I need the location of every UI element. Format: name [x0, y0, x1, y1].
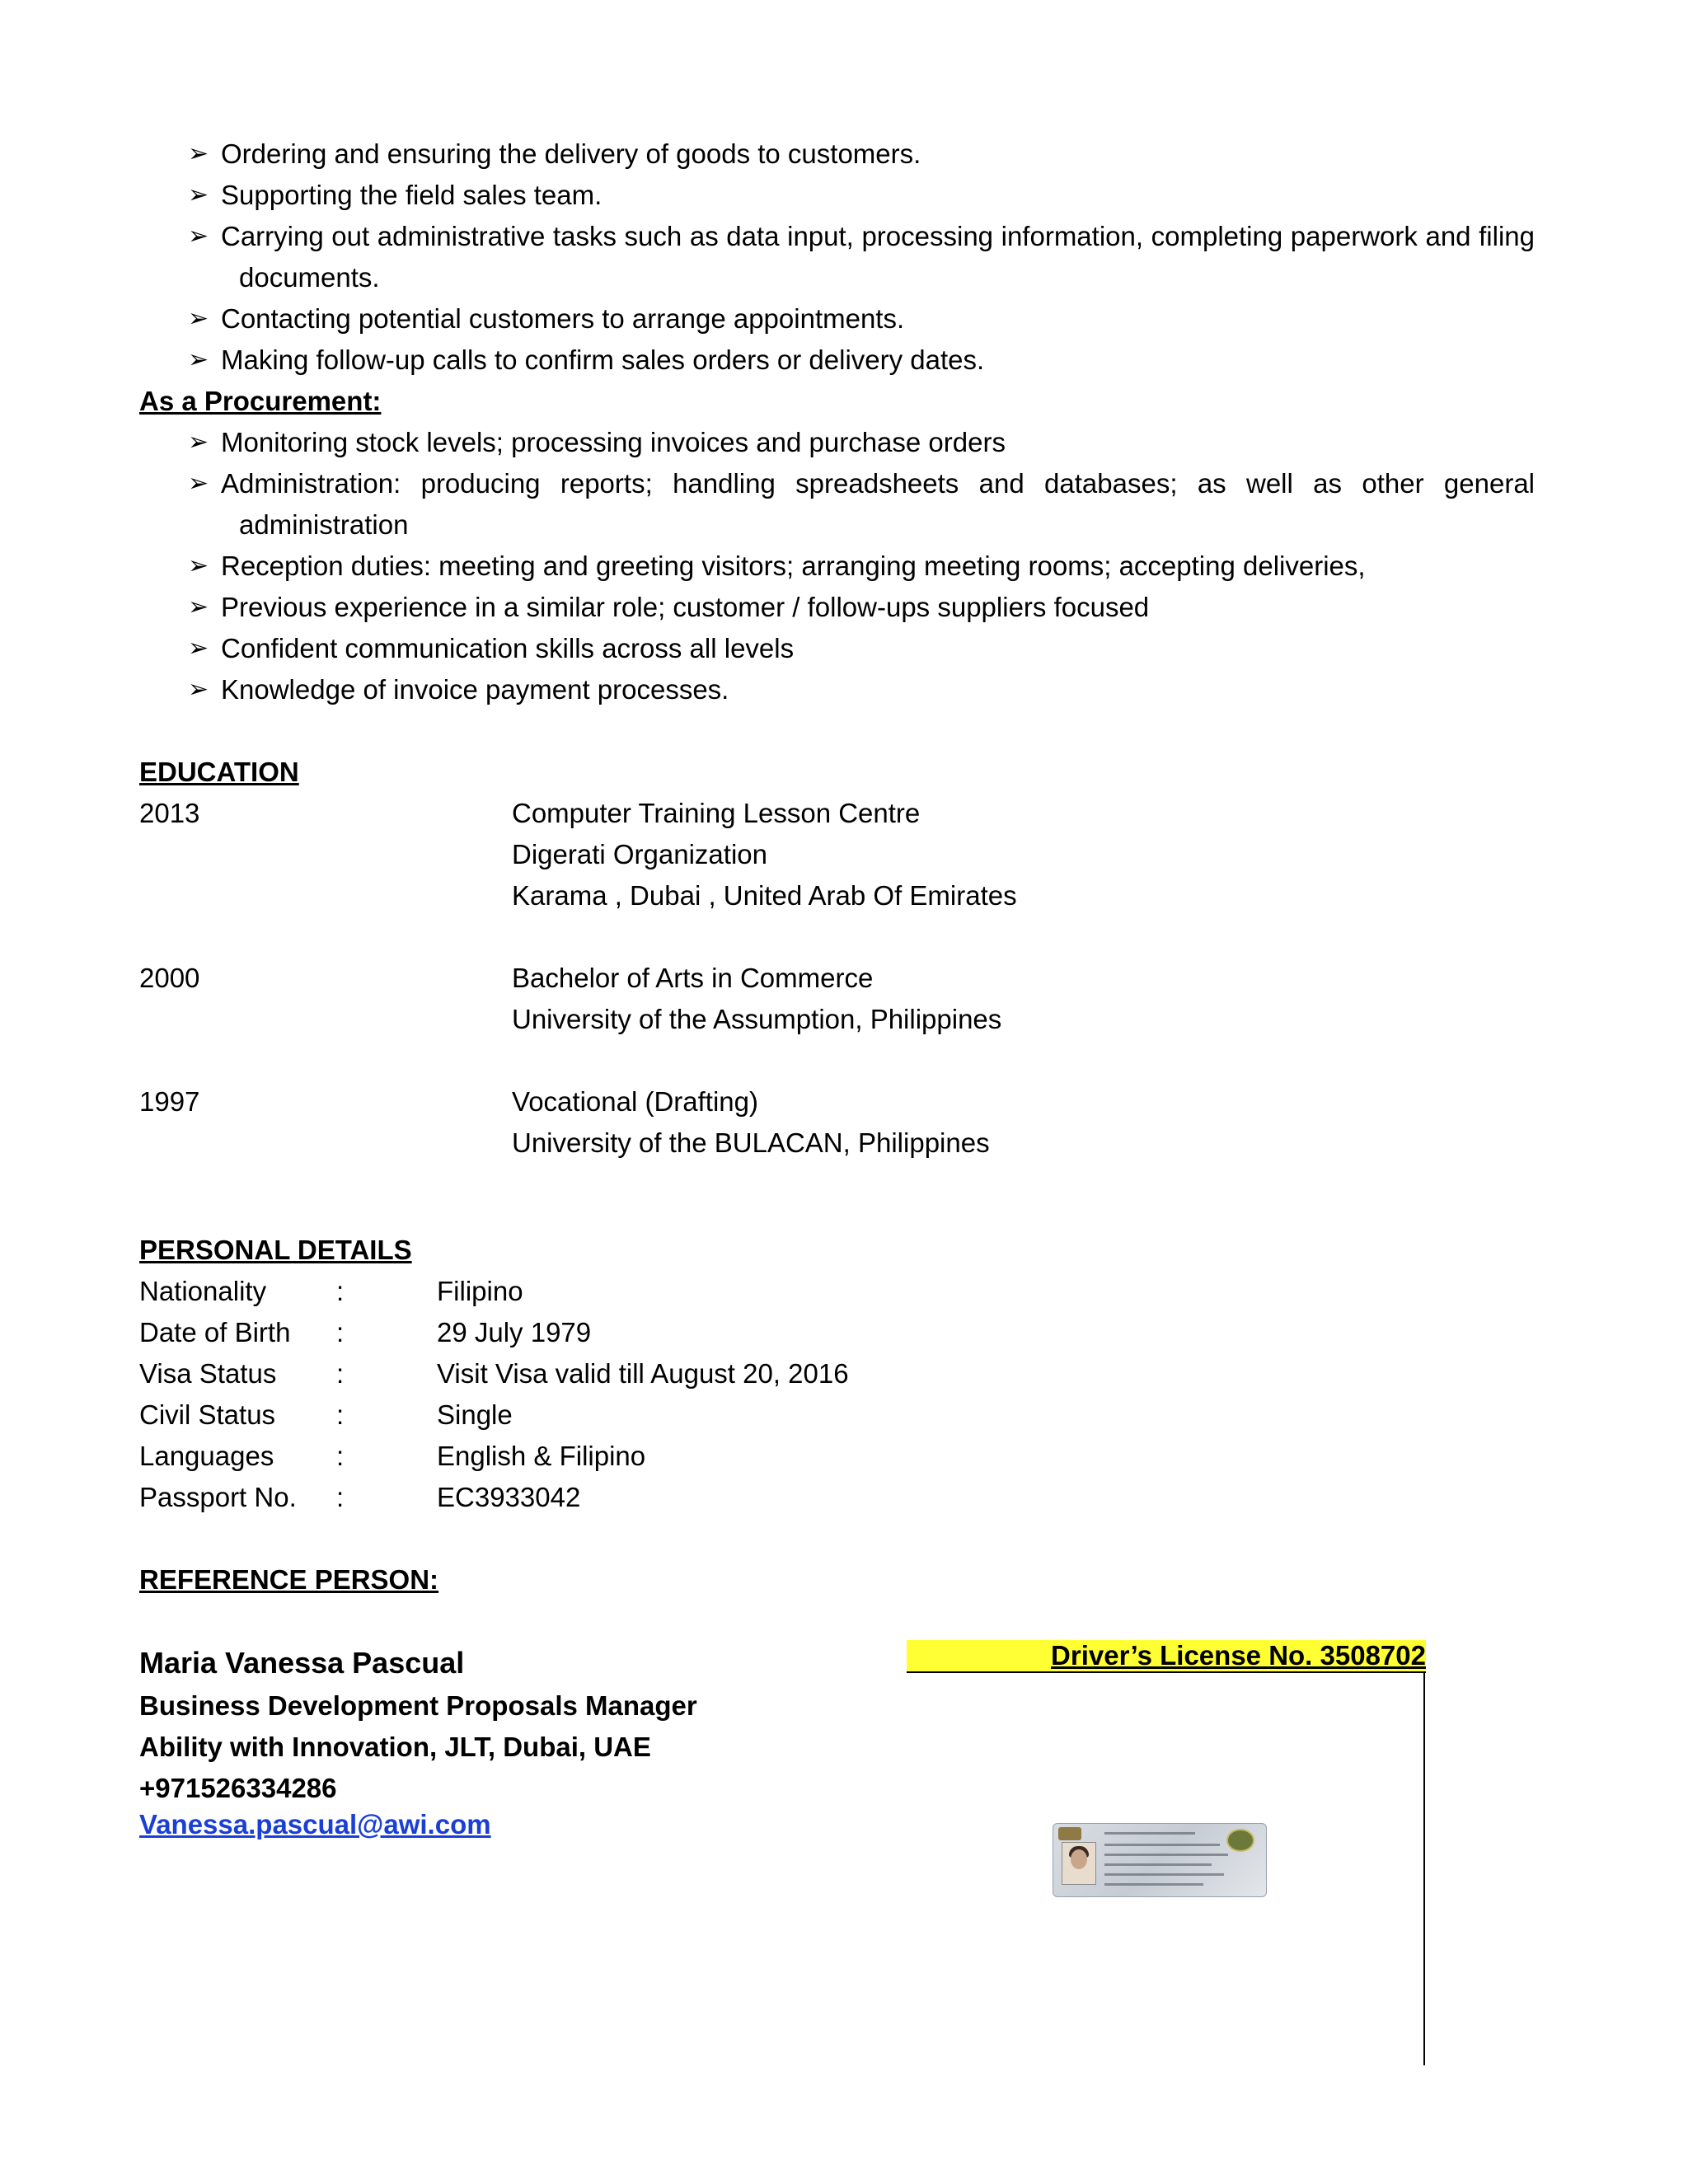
education-year: 2000 [139, 963, 200, 993]
arrow-bullet-icon: ➢ [188, 305, 209, 332]
detail-separator: : [336, 1358, 345, 1389]
drivers-license-banner [907, 1640, 1426, 1673]
arrow-bullet-icon: ➢ [188, 635, 209, 662]
detail-label: Civil Status [139, 1399, 276, 1430]
education-heading: EDUCATION [139, 757, 299, 787]
divider-line [1423, 1671, 1425, 2065]
drivers-license-card-image [1053, 1823, 1267, 1897]
bullet-continuation: documents. [239, 262, 380, 293]
detail-value: EC3933042 [437, 1482, 581, 1512]
reference-email-link[interactable]: Vanessa.pascual@awi.com [139, 1809, 491, 1840]
detail-separator: : [336, 1441, 345, 1471]
reference-title: Business Development Proposals Manager [139, 1690, 697, 1721]
detail-value: Filipino [437, 1276, 523, 1306]
detail-label: Nationality [139, 1276, 267, 1306]
reference-heading: REFERENCE PERSON: [139, 1564, 439, 1595]
arrow-bullet-icon: ➢ [188, 181, 209, 209]
education-line: University of the Assumption, Philippines [512, 1004, 1002, 1034]
education-line: Digerati Organization [512, 839, 767, 869]
seal-icon [1226, 1829, 1254, 1852]
education-year: 1997 [139, 1086, 200, 1117]
reference-name: Maria Vanessa Pascual [139, 1646, 465, 1680]
education-line: Computer Training Lesson Centre [512, 798, 921, 828]
emblem-icon [1058, 1827, 1081, 1840]
resume-page: ➢ Ordering and ensuring the delivery of goods to customers. ➢ Supporting the field sales team. ➢ Carrying out administrative tasks such as data input, processing information, completing paperwork and filing documents. ➢ Contacting potential customers to arrange appointments. ➢ Making follow-up calls to confirm sales orders or delivery dates. As a Procurement: ➢ Monitoring stock levels; processing invoices and purchase orders ➢ Administration: producing reports; handling spreadsheets and databases; as well as other general administration ➢ Reception duties: meeting and greeting visitors; arranging meeting rooms; accepting deliveries, ➢ Previous experience in a similar role; customer / follow-ups suppliers focused ➢ Confident communication skills across all levels ➢ Knowledge of invoice payment processes. EDUCATION 2013 Computer Training Lesson Centre Digerati Organization Karama , Dubai , United Arab Of Emirates 2000 Bachelor of Arts in Commerce University of the Assumption, Philippines 1997 Vocational (Drafting) University of the BULACAN, Philippines PERSONAL DETAILS Nationality : Filipino Date of Birth : 29 July 1979 Visa Status : Visit Visa valid till August 20, 2016 Civil Status : Single Languages : English & Filipino Passport No. : EC3933042 REFERENCE PERSON: Maria Vanessa Pascual Business Development Proposals Manager Ability with Innovation, JLT, Dubai, UAE +971526334286 Vanessa.pascual@awi.com Driver’s License No. 3508702 [0, 0, 1688, 2184]
detail-value: 29 July 1979 [437, 1317, 592, 1347]
detail-separator: : [336, 1276, 345, 1306]
arrow-bullet-icon: ➢ [188, 676, 209, 703]
reference-company: Ability with Innovation, JLT, Dubai, UAE [139, 1732, 651, 1762]
detail-label: Languages [139, 1441, 274, 1471]
detail-label: Visa Status [139, 1358, 277, 1389]
detail-separator: : [336, 1399, 345, 1430]
reference-phone: +971526334286 [139, 1773, 337, 1803]
education-year: 2013 [139, 798, 200, 828]
detail-separator: : [336, 1482, 345, 1512]
education-line: Karama , Dubai , United Arab Of Emirates [512, 880, 1017, 911]
detail-value: English & Filipino [437, 1441, 646, 1471]
arrow-bullet-icon: ➢ [188, 470, 209, 497]
education-line: University of the BULACAN, Philippines [512, 1127, 990, 1158]
arrow-bullet-icon: ➢ [188, 346, 209, 373]
procurement-heading: As a Procurement: [139, 386, 382, 416]
arrow-bullet-icon: ➢ [188, 552, 209, 579]
drivers-license-label: Driver’s License No. 3508702 [1051, 1640, 1426, 1671]
detail-value: Single [437, 1399, 513, 1430]
arrow-bullet-icon: ➢ [188, 593, 209, 621]
education-line: Bachelor of Arts in Commerce [512, 963, 874, 993]
id-photo [1062, 1842, 1096, 1885]
detail-separator: : [336, 1317, 345, 1347]
personal-details-heading: PERSONAL DETAILS [139, 1235, 412, 1265]
arrow-bullet-icon: ➢ [188, 429, 209, 456]
arrow-bullet-icon: ➢ [188, 140, 209, 167]
bullet-continuation: administration [239, 509, 409, 540]
detail-label: Passport No. [139, 1482, 297, 1512]
detail-value: Visit Visa valid till August 20, 2016 [437, 1358, 849, 1389]
arrow-bullet-icon: ➢ [188, 223, 209, 250]
education-line: Vocational (Drafting) [512, 1086, 758, 1117]
detail-label: Date of Birth [139, 1317, 291, 1347]
